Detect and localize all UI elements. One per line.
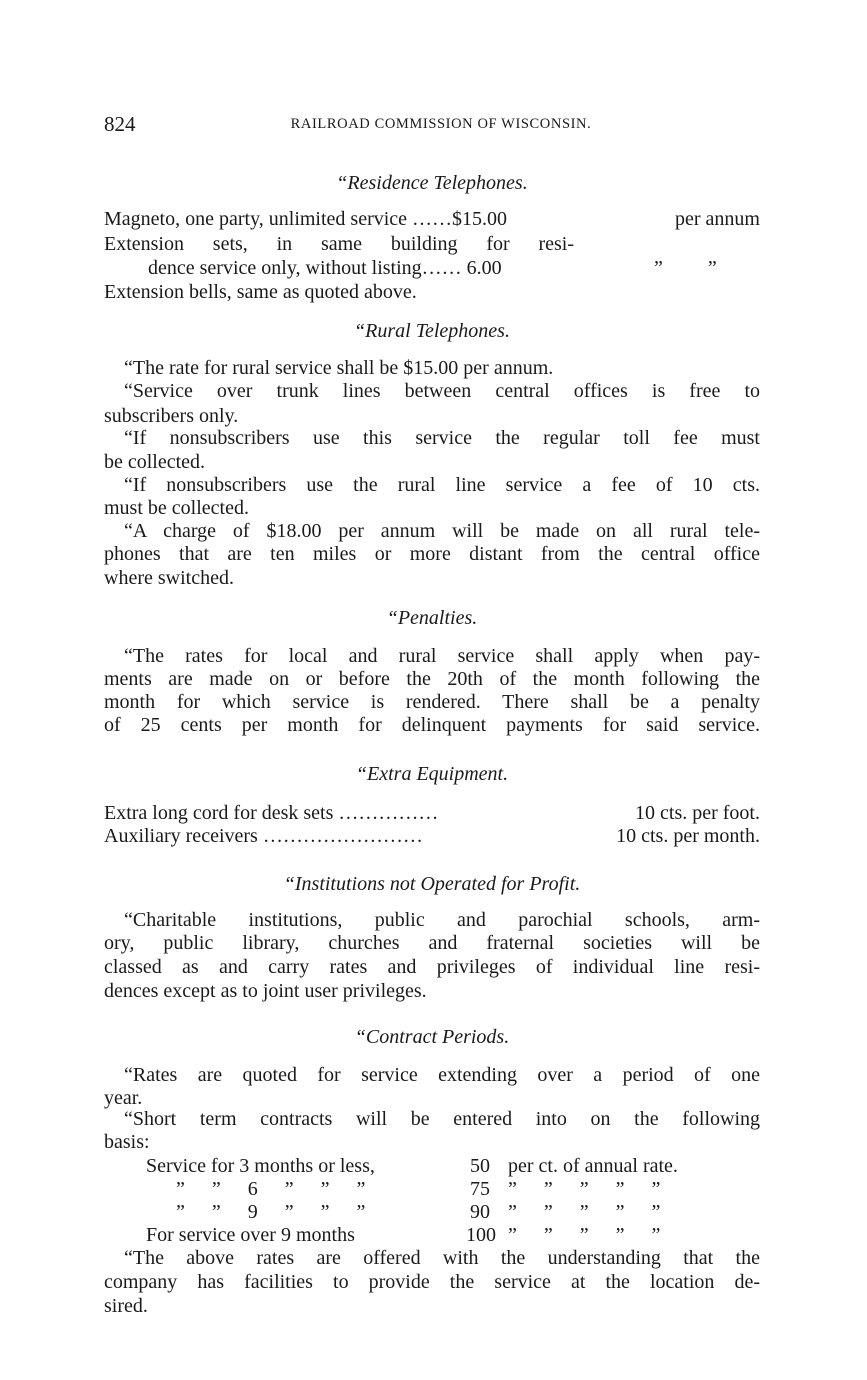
contract-basis: ” ” ” ” ” [508, 1201, 661, 1223]
contract-period: Service for 3 months or less, [146, 1155, 375, 1177]
contract-basis: per ct. of annual rate. [508, 1155, 678, 1177]
paragraph-line: year. [104, 1087, 143, 1109]
paragraph-line: “A charge of $18.00 per annum will be made on all rural tele- [124, 520, 760, 542]
contract-percent: 75 [470, 1178, 490, 1200]
contract-table-row [104, 1224, 760, 1247]
rate-unit: per annum [675, 208, 760, 230]
section-heading-extra-equipment: “Extra Equipment. [355, 763, 509, 785]
text-line: Extension sets, in same building for resi- [104, 233, 574, 255]
section-heading-contract-periods: “Contract Periods. [354, 1026, 510, 1048]
paragraph-line: phones that are ten miles or more distant from the central office [104, 543, 760, 565]
contract-percent: 90 [470, 1201, 490, 1223]
section-heading-rural: “Rural Telephones. [354, 320, 510, 342]
rate-row [104, 257, 760, 280]
contract-period: ” ” 6 ” ” ” [176, 1178, 366, 1200]
contract-percent: 50 [470, 1155, 490, 1177]
equipment-label: Extra long cord for desk sets …………… [104, 802, 439, 824]
paragraph-line: of 25 cents per month for delinquent payments for said service. [104, 714, 760, 736]
equipment-row [104, 802, 760, 825]
paragraph-line: dences except as to joint user privileges. [104, 980, 427, 1002]
contract-period: For service over 9 months [146, 1224, 355, 1246]
paragraph-line: “Rates are quoted for service extending over a period of one [124, 1064, 760, 1086]
section-heading-penalties: “Penalties. [386, 607, 478, 629]
paragraph-line: be collected. [104, 451, 206, 473]
paragraph-line: sired. [104, 1295, 148, 1317]
contract-table-row [104, 1155, 760, 1178]
paragraph-line: ments are made on or before the 20th of the month following the [104, 668, 760, 690]
contract-percent: 100 [466, 1224, 496, 1246]
paragraph-line: “Charitable institutions, public and parochial schools, arm- [124, 909, 760, 931]
paragraph-line: “The rate for rural service shall be $15.00 per annum. [124, 357, 554, 379]
rate-label: Magneto, one party, unlimited service ……$15.00 [104, 208, 508, 230]
equipment-price: 10 cts. per foot. [635, 802, 760, 824]
text-line: Extension bells, same as quoted above. [104, 281, 417, 303]
paragraph-line: basis: [104, 1131, 150, 1153]
contract-table-row [104, 1201, 760, 1224]
paragraph-line: where switched. [104, 567, 234, 589]
paragraph-line: classed as and carry rates and privileges of individual line resi- [104, 956, 760, 978]
paragraph-line: “If nonsubscribers use the rural line service a fee of 10 cts. [124, 474, 760, 496]
paragraph-line: must be collected. [104, 497, 249, 519]
paragraph-line: company has facilities to provide the service at the location de- [104, 1271, 760, 1293]
paragraph-line: “The above rates are offered with the understanding that the [124, 1247, 760, 1269]
paragraph-line: “If nonsubscribers use this service the regular toll fee must [124, 427, 760, 449]
paragraph-line: month for which service is rendered. There shall be a penalty [104, 691, 760, 713]
rate-unit: ” ” [654, 257, 717, 279]
paragraph-line: ory, public library, churches and fraternal societies will be [104, 932, 760, 954]
contract-period: ” ” 9 ” ” ” [176, 1201, 366, 1223]
page-header [104, 112, 760, 140]
paragraph-line: “Service over trunk lines between central offices is free to [124, 380, 760, 402]
page-number: 824 [104, 112, 136, 136]
contract-basis: ” ” ” ” ” [508, 1178, 661, 1200]
paragraph-line: subscribers only. [104, 405, 239, 427]
section-heading-institutions: “Institutions not Operated for Profit. [283, 873, 581, 895]
rate-row [104, 208, 760, 231]
equipment-price: 10 cts. per month. [616, 825, 760, 847]
contract-basis: ” ” ” ” ” [508, 1224, 661, 1246]
section-heading-residence: “Residence Telephones. [336, 172, 528, 194]
paragraph-line: “Short term contracts will be entered into on the following [124, 1108, 760, 1130]
rate-label: dence service only, without listing…… 6.00 [148, 257, 502, 279]
equipment-label: Auxiliary receivers …………………… [104, 825, 423, 847]
running-head: RAILROAD COMMISSION OF WISCONSIN. [290, 116, 592, 132]
equipment-row [104, 825, 760, 848]
paragraph-line: “The rates for local and rural service shall apply when pay- [124, 645, 760, 667]
contract-table-row [104, 1178, 760, 1201]
